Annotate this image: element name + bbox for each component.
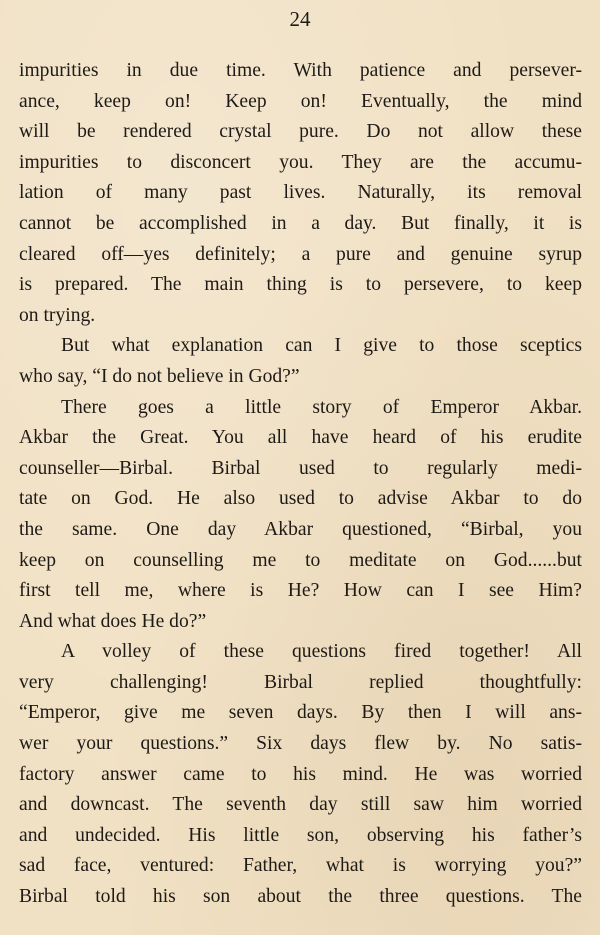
text-line: impurities in due time. With patience and persever- bbox=[19, 60, 582, 81]
text-line: ance, keep on! Keep on! Eventually, the mind bbox=[19, 90, 582, 112]
text-line: and downcast. The seventh day still saw him worried bbox=[19, 794, 582, 816]
paragraph-end-line: on trying. bbox=[19, 304, 96, 326]
text-line: counseller—Birbal. Birbal used to regularly medi- bbox=[19, 457, 582, 479]
text-line: very challenging! Birbal replied thoughtfully: bbox=[19, 671, 582, 693]
text-line: impurities to disconcert you. They are the accumu- bbox=[19, 151, 582, 173]
text-line: sad face, ventured: Father, what is worrying you?” bbox=[19, 855, 582, 877]
text-line: Birbal told his son about the three questions. The bbox=[19, 886, 582, 908]
paragraph-start-line: But what explanation can I give to those sceptics bbox=[61, 335, 582, 357]
text-line: keep on counselling me to meditate on God......but bbox=[19, 549, 582, 571]
text-line: “Emperor, give me seven days. By then I will ans- bbox=[19, 702, 582, 724]
text-line: is prepared. The main thing is to persevere, to keep bbox=[19, 274, 582, 296]
text-line: cannot be accomplished in a day. But finally, it is bbox=[19, 212, 582, 234]
text-line: lation of many past lives. Naturally, its removal bbox=[19, 182, 582, 204]
paragraph-end-line: who say, “I do not believe in God?” bbox=[19, 365, 300, 387]
text-line: and undecided. His little son, observing his father’s bbox=[19, 824, 582, 846]
text-line: will be rendered crystal pure. Do not allow these bbox=[19, 121, 582, 143]
page-number: 24 bbox=[289, 7, 311, 31]
paragraph-start-line: There goes a little story of Emperor Akbar. bbox=[61, 396, 582, 418]
text-line: tate on God. He also used to advise Akbar to do bbox=[19, 488, 582, 510]
text-line: the same. One day Akbar questioned, “Birbal, you bbox=[19, 518, 582, 540]
text-line: wer your questions.” Six days flew by. No satis- bbox=[19, 733, 582, 755]
body-text bbox=[19, 56, 582, 913]
text-line: Akbar the Great. You all have heard of his erudite bbox=[19, 427, 582, 449]
text-line: first tell me, where is He? How can I see Him? bbox=[19, 580, 582, 602]
paragraph-end-line: And what does He do?” bbox=[19, 610, 207, 632]
text-line: cleared off—yes definitely; a pure and genuine syrup bbox=[19, 243, 582, 265]
paragraph-start-line: A volley of these questions fired together! All bbox=[61, 641, 582, 663]
text-line: factory answer came to his mind. He was worried bbox=[19, 763, 582, 785]
